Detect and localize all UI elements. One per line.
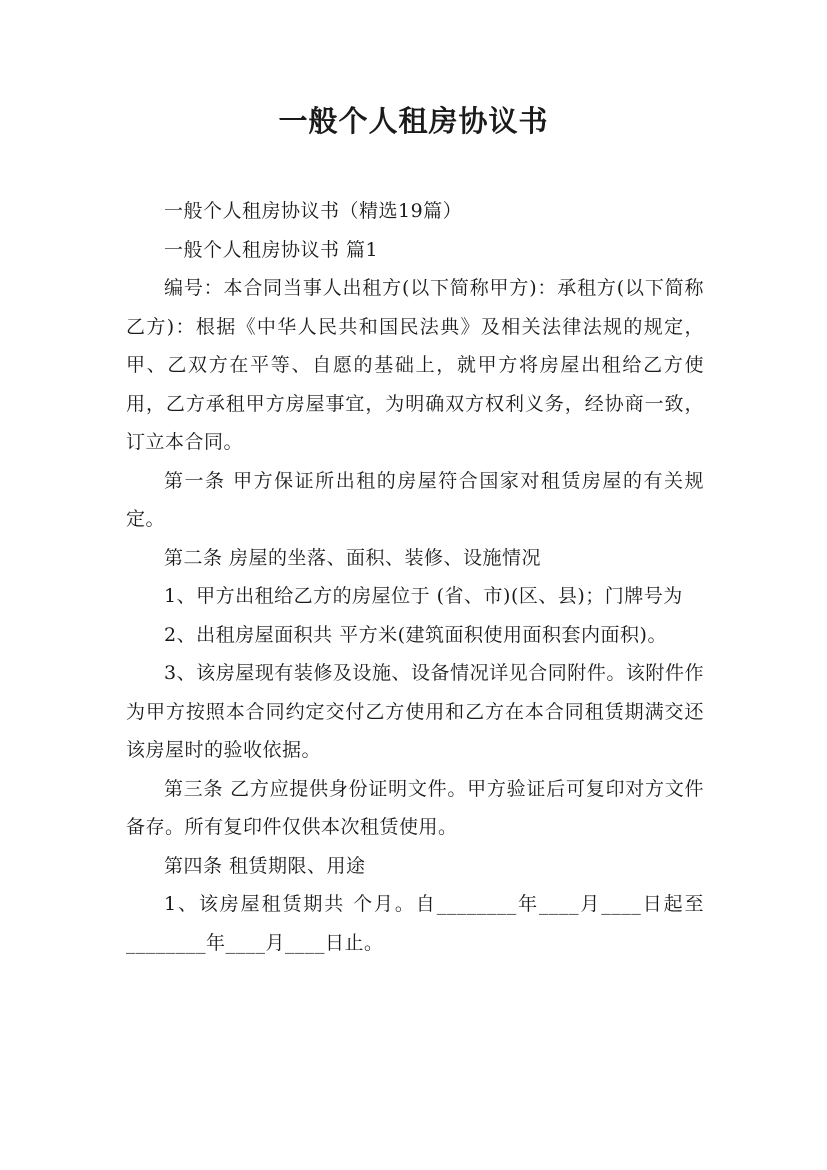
paragraph-article-2: 第二条 房屋的坐落、面积、装修、设施情况 xyxy=(164,546,542,569)
paragraph-article-3: 第三条 乙方应提供身份证明文件。甲方验证后可复印对方文件备存。所有复印件仅供本次租赁使用。 xyxy=(126,777,704,838)
document-title: 一般个人租房协议书 xyxy=(278,104,549,138)
paragraph-collection-title: 一般个人租房协议书（精选19篇） xyxy=(164,200,463,222)
paragraph-preamble: 编号：本合同当事人出租方(以下简称甲方)：承租方(以下简称乙方)：根据《中华人民共和国民法典》及相关法律法规的规定，甲、乙双方在平等、自愿的基础上，就甲方将房屋出租给乙方使用，乙方承租甲方房屋事宜，为明确双方权利义务，经协商一致，订立本合同。 xyxy=(126,277,704,453)
paragraph-article-2-item-3: 3、该房屋现有装修及设施、设备情况详见合同附件。该附件作为甲方按照本合同约定交付乙方使用和乙方在本合同租赁期满交还该房屋时的验收依据。 xyxy=(126,662,704,761)
document-body xyxy=(126,192,704,962)
paragraph-section-heading: 一般个人租房协议书 篇1 xyxy=(164,238,379,261)
paragraph-article-4-item-1: 1、该房屋租赁期共 个月。自________年____月____日起至________年____月____日止。 xyxy=(126,893,704,954)
paragraph-article-2-item-1: 1、甲方出租给乙方的房屋位于 (省、市)(区、县)；门牌号为 xyxy=(164,585,683,607)
paragraph-article-2-item-2: 2、出租房屋面积共 平方米(建筑面积使用面积套内面积)。 xyxy=(164,623,667,646)
paragraph-article-4: 第四条 租赁期限、用途 xyxy=(164,854,366,877)
paragraph-article-1: 第一条 甲方保证所出租的房屋符合国家对租赁房屋的有关规定。 xyxy=(126,469,704,530)
